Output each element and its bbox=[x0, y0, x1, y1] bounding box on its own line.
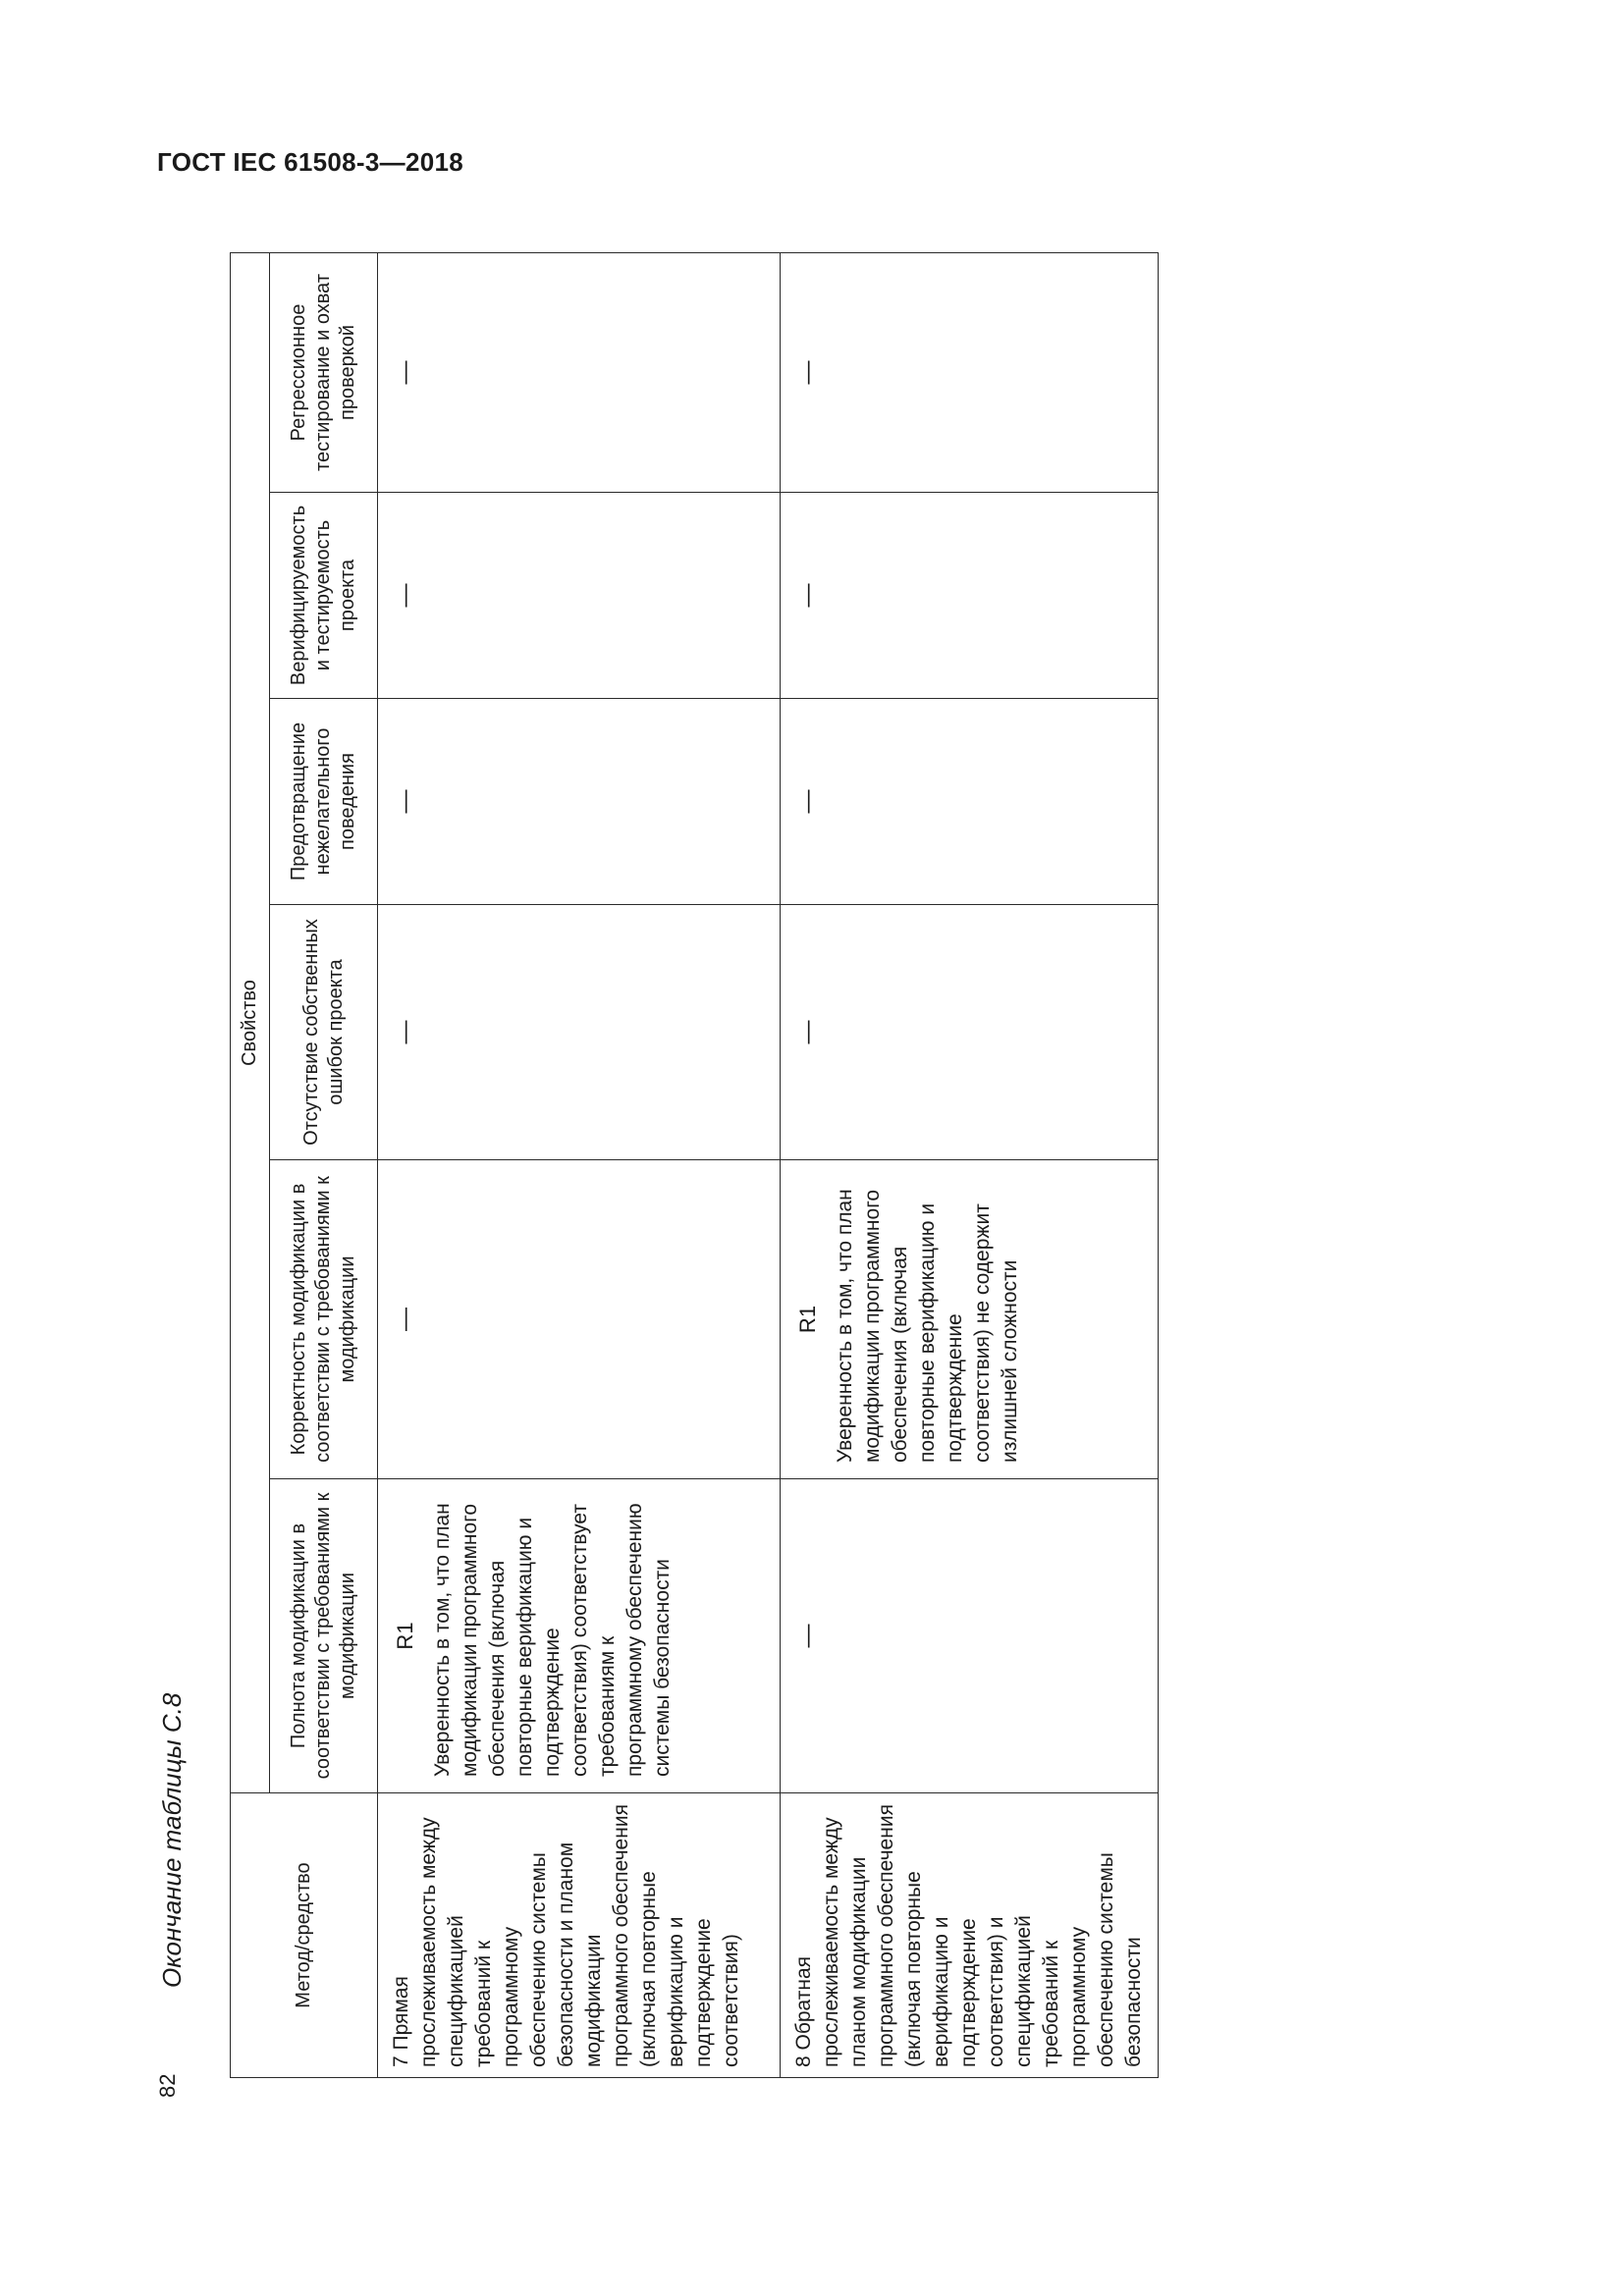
method-cell: 8 Обратная прослеживаемость между планом модификации программного обеспечения (включая повторные верификацию и подтверждение соответствия) и спецификацией требований к программному обеспечению системы безопасности bbox=[781, 1793, 1159, 2078]
table-cell: — bbox=[781, 493, 1159, 699]
column-header-regression-testing: Регрессионное тестирование и охват проверкой bbox=[270, 252, 378, 492]
property-group-header: Свойство bbox=[231, 252, 270, 1792]
table-cell: — bbox=[781, 1479, 1159, 1793]
table-cell: — bbox=[378, 699, 781, 905]
table-cell: — bbox=[781, 252, 1159, 492]
table-cell: — bbox=[781, 699, 1159, 905]
table-cell: — bbox=[378, 493, 781, 699]
method-cell: 7 Прямая прослеживаемость между спецификацией требований к программному обеспечению системы безопасности и планом модификации программного обеспечения (включая повторные верификацию и подтверждение соответствия) bbox=[378, 1793, 781, 2078]
table-row bbox=[378, 252, 781, 2077]
method-header: Метод/средство bbox=[231, 1793, 378, 2078]
column-header-avoid-undesired-behaviour: Предотвращение нежелательного поведения bbox=[270, 699, 378, 905]
rotated-table-container bbox=[230, 253, 1148, 2078]
recommendation-code: R1 bbox=[393, 1622, 417, 1650]
table-cell bbox=[378, 1479, 781, 1793]
table-cell: — bbox=[378, 1160, 781, 1479]
properties-table bbox=[230, 252, 1159, 2078]
table-caption: Окончание таблицы С.8 bbox=[157, 1692, 187, 1988]
cell-text: Уверенность в том, что план модификации программного обеспечения (включая повторные верификацию и подтверждение соответствия) не содержит излишней сложности bbox=[834, 1189, 1021, 1463]
cell-text: Уверенность в том, что план модификации программного обеспечения (включая повторные верификацию и подтверждение соответствия) соответствует требованиям к программному обеспечению системы безопасности bbox=[431, 1503, 674, 1777]
column-header-no-design-errors: Отсутствие собственных ошибок проекта bbox=[270, 905, 378, 1160]
column-header-verifiability: Верифицируемость и тестируемость проекта bbox=[270, 493, 378, 699]
column-header-completeness: Полнота модификации в соответствии с требованиями к модификации bbox=[270, 1479, 378, 1793]
column-header-correctness: Корректность модификации в соответствии с требованиями к модификации bbox=[270, 1160, 378, 1479]
table-cell: — bbox=[781, 905, 1159, 1160]
page-number: 82 bbox=[155, 2073, 180, 2098]
table-cell: — bbox=[378, 252, 781, 492]
table-row bbox=[781, 252, 1159, 2077]
table-cell: — bbox=[378, 905, 781, 1160]
table-cell bbox=[781, 1160, 1159, 1479]
document-header: ГОСТ IEC 61508-3—2018 bbox=[157, 147, 463, 177]
recommendation-code: R1 bbox=[795, 1305, 820, 1334]
